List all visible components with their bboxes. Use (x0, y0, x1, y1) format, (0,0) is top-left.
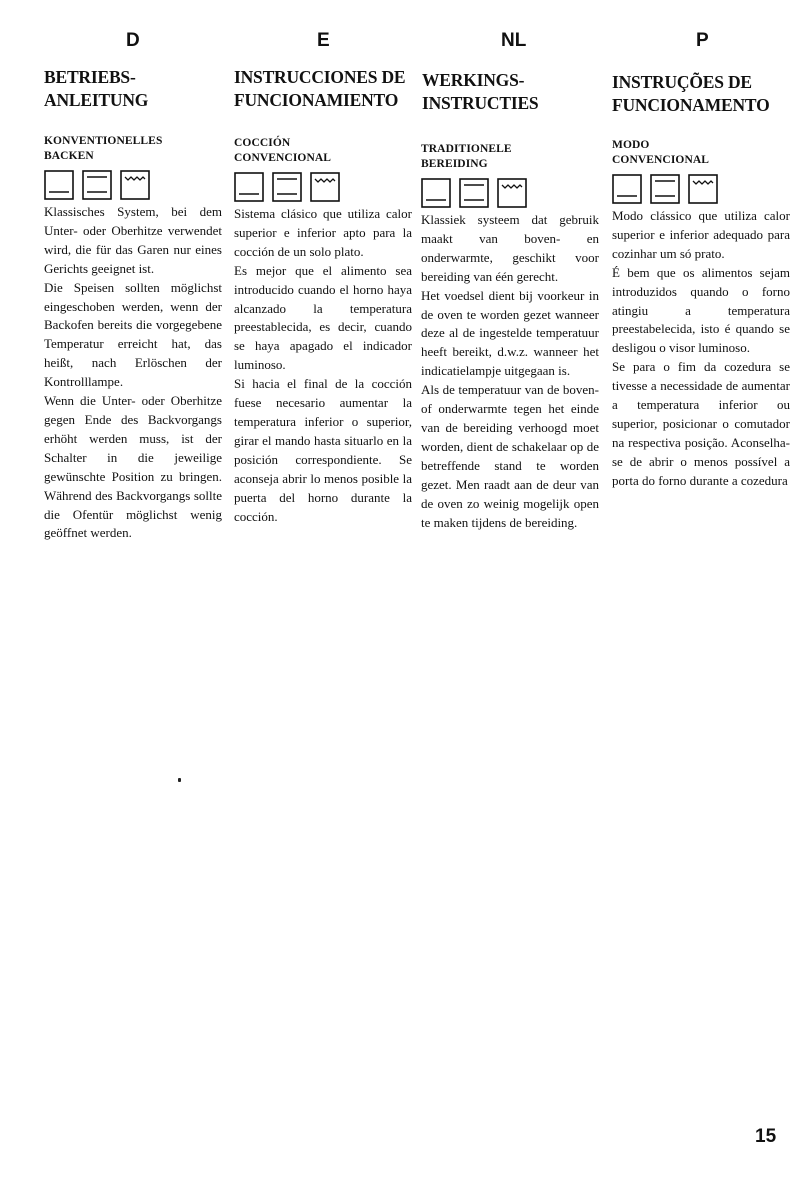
oven-grill-icon (120, 170, 150, 200)
oven-bottom-heat-icon (234, 172, 264, 202)
language-label-p: P (696, 30, 709, 51)
section-title-nl: WERKINGS- INSTRUCTIES (422, 70, 539, 113)
paragraph: Modo clássico que utiliza calor superior e inferior adequado para cozinhar um só prato. (612, 208, 790, 261)
section-title-e: INSTRUCCIONES DE FUNCIONAMIENTO (234, 67, 406, 110)
oven-grill-icon (497, 178, 527, 208)
body-text-p (612, 207, 790, 491)
paragraph: É bem que os alimentos sejam introduzidos quando o forno atingiu a temperatura preestabelecida, isto é quando se desligou o visor luminoso. (612, 264, 790, 356)
oven-grill-icon (688, 174, 718, 204)
body-text-nl (421, 211, 599, 532)
paragraph: Die Speisen sollten möglichst eingeschoben werden, wenn der Backofen bereits die vorgegebene Temperatur erreicht hat, das heißt, nach Erlöschen der Kontrolllampe. (44, 279, 222, 390)
paragraph: Sistema clásico que utiliza calor superior e inferior apto para la cocción de un solo plato. (234, 206, 412, 259)
paragraph: Es mejor que el alimento sea introducido cuando el horno haya alcanzado la temperatura preestablecida, es decir, cuando se haya apagado el indicador luminoso. (234, 262, 412, 373)
subsection-title-d: KONVENTIONELLES BACKEN (44, 135, 163, 162)
paragraph: Klassiek systeem dat gebruik maakt van boven- en onderwarmte, geschikt voor bereiding van één gerecht. (421, 212, 599, 284)
paragraph: Klassisches System, bei dem Unter- oder Oberhitze verwendet wird, die für das Garen nur eines Gerichts geeignet ist. (44, 204, 222, 276)
oven-top-bottom-heat-icon (459, 178, 489, 208)
body-text-d (44, 203, 222, 543)
paragraph: Se para o fim da cozedura se tivesse a necessidade de aumentar a temperatura inferior ou superior, posicionar o comutador na respectiva posição. Aconselha-se de abrir o menos possível a porta do forno durante a cozedura (612, 359, 790, 488)
paragraph: Wenn die Unter- oder Oberhitze gegen Ende des Backvorgangs erhöht werden muss, ist der Schalter in die jeweilige gewünschte Position zu bringen. Während des Backvorgangs sollte die Ofentür möglichst wenig geöffnet werden. (44, 393, 222, 541)
subsection-title-e: COCCIÓN CONVENCIONAL (234, 137, 332, 164)
oven-top-bottom-heat-icon (650, 174, 680, 204)
language-label-d: D (126, 30, 140, 51)
oven-bottom-heat-icon (421, 178, 451, 208)
oven-bottom-heat-icon (612, 174, 642, 204)
subsection-title-p: MODO CONVENCIONAL (612, 139, 710, 166)
oven-top-bottom-heat-icon (272, 172, 302, 202)
page-number: 15 (755, 1126, 777, 1147)
subsection-title-nl: TRADITIONELE BEREIDING (421, 143, 512, 170)
icon-row-nl (421, 178, 531, 208)
body-text-e (234, 205, 412, 526)
paragraph: Als de temperatuur van de boven- of onderwarmte tegen het einde van de bereiding verhoogd moet worden, dient de schakelaar op de betreffende stand te worden gezet. Men raadt aan de deur van de oven zo weinig mogelijk open te maken tijdens de bereiding. (421, 382, 599, 530)
section-title-d: BETRIEBS- ANLEITUNG (44, 67, 149, 110)
oven-grill-icon (310, 172, 340, 202)
section-title-p: INSTRUÇÕES DE FUNCIONAMENTO (612, 72, 770, 115)
icon-row-p (612, 174, 722, 204)
paragraph: Si hacia el final de la cocción fuese necesario aumentar la temperatura inferior o superior, girar el mando hasta situarlo en la posición correspondiente. Se aconseja abrir lo menos posible la puerta del horno durante la cocción. (234, 376, 412, 524)
paragraph: Het voedsel dient bij voorkeur in de oven te worden gezet wanneer deze al de ingestelde temperatuur heeft bereikt, d.w.z. wanneer het indicatielampje uitgegaan is. (421, 287, 599, 379)
scan-speck (178, 778, 181, 782)
oven-bottom-heat-icon (44, 170, 74, 200)
oven-top-bottom-heat-icon (82, 170, 112, 200)
language-label-e: E (317, 30, 330, 51)
icon-row-d (44, 170, 154, 200)
language-label-nl: NL (501, 30, 527, 51)
icon-row-e (234, 172, 344, 202)
